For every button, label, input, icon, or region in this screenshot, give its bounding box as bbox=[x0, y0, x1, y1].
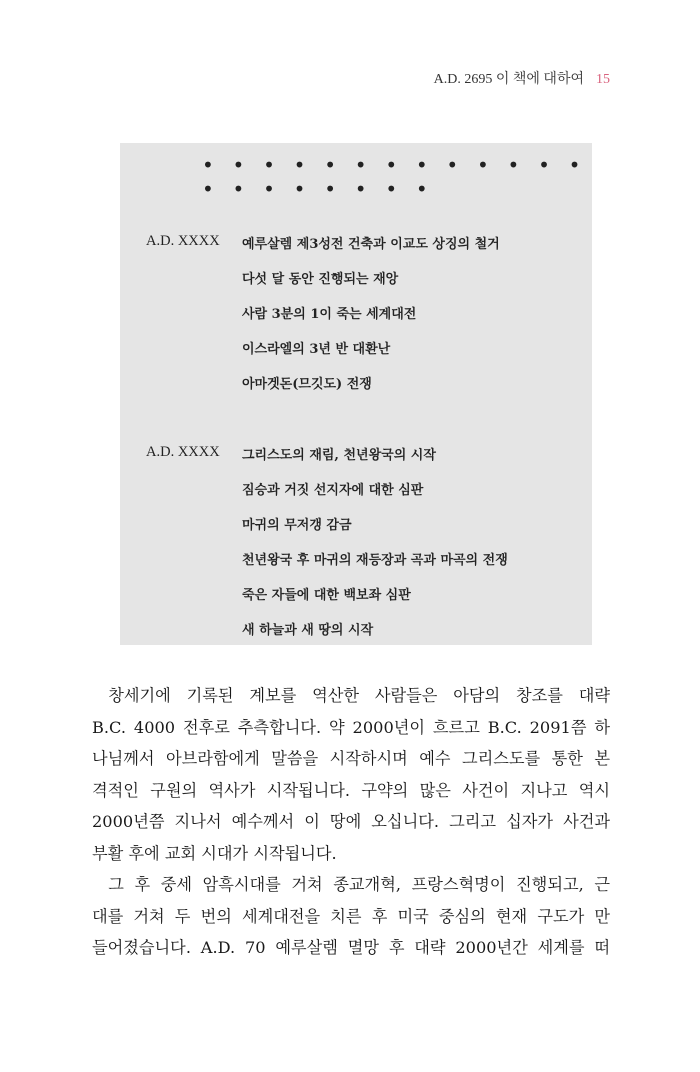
timeline-box bbox=[120, 143, 592, 645]
paragraph-line: 격적인 구원의 역사가 시작됩니다. 구약의 많은 사건이 지나고 역시 bbox=[92, 780, 610, 800]
running-title: A.D. 2695 이 책에 대하여 bbox=[433, 72, 584, 87]
paragraph-line: 그 후 중세 암흑시대를 거쳐 종교개혁, 프랑스혁명이 진행되고, 근 bbox=[108, 875, 610, 894]
event-item: 짐승과 거짓 선지자에 대한 심판 bbox=[242, 483, 424, 498]
running-header bbox=[434, 68, 610, 88]
event-item: 천년왕국 후 마귀의 재등장과 곡과 마곡의 전쟁 bbox=[242, 553, 508, 568]
event-item: 다섯 달 동안 진행되는 재앙 bbox=[242, 272, 399, 287]
event-item: 그리스도의 재림, 천년왕국의 시작 bbox=[242, 448, 436, 463]
paragraph-line: 대를 거쳐 두 번의 세계대전을 치른 후 미국 중심의 현재 구도가 만 bbox=[92, 906, 610, 926]
paragraph-line: 들어졌습니다. A.D. 70 예루살렘 멸망 후 대략 2000년간 세계를 떠 bbox=[92, 938, 610, 957]
paragraph-line: 2000년쯤 지나서 예수께서 이 땅에 오십니다. 그리고 십자가 사건과 bbox=[92, 812, 610, 831]
dotted-divider: • • • • • • • • • • • • • • • • • • • • • bbox=[202, 153, 587, 201]
event-item: 예루살렘 제3성전 건축과 이교도 상징의 철거 bbox=[242, 237, 500, 252]
paragraph-line: 창세기에 기록된 계보를 역산한 사람들은 아담의 창조를 대략 bbox=[108, 686, 610, 705]
event-item: 죽은 자들에 대한 백보좌 심판 bbox=[242, 588, 411, 603]
page-number: 15 bbox=[596, 72, 610, 87]
event-item: 새 하늘과 새 땅의 시작 bbox=[242, 623, 374, 638]
event-date-label: A.D. XXXX bbox=[146, 444, 220, 460]
paragraph-line: 나님께서 아브라함에게 말씀을 시작하시며 예수 그리스도를 통한 본 bbox=[92, 749, 610, 768]
paragraph-line: 부활 후에 교회 시대가 시작됩니다. bbox=[92, 843, 337, 863]
event-item: 사람 3분의 1이 죽는 세계대전 bbox=[242, 307, 417, 322]
body-text bbox=[92, 680, 610, 964]
event-item: 아마겟돈(므깃도) 전쟁 bbox=[242, 377, 372, 392]
paragraph-line: B.C. 4000 전후로 추측합니다. 약 2000년이 흐르고 B.C. 2091쯤 하 bbox=[92, 717, 610, 737]
event-date-label: A.D. XXXX bbox=[146, 233, 220, 249]
event-item: 마귀의 무저갱 감금 bbox=[242, 518, 352, 533]
event-item: 이스라엘의 3년 반 대환난 bbox=[242, 342, 391, 357]
